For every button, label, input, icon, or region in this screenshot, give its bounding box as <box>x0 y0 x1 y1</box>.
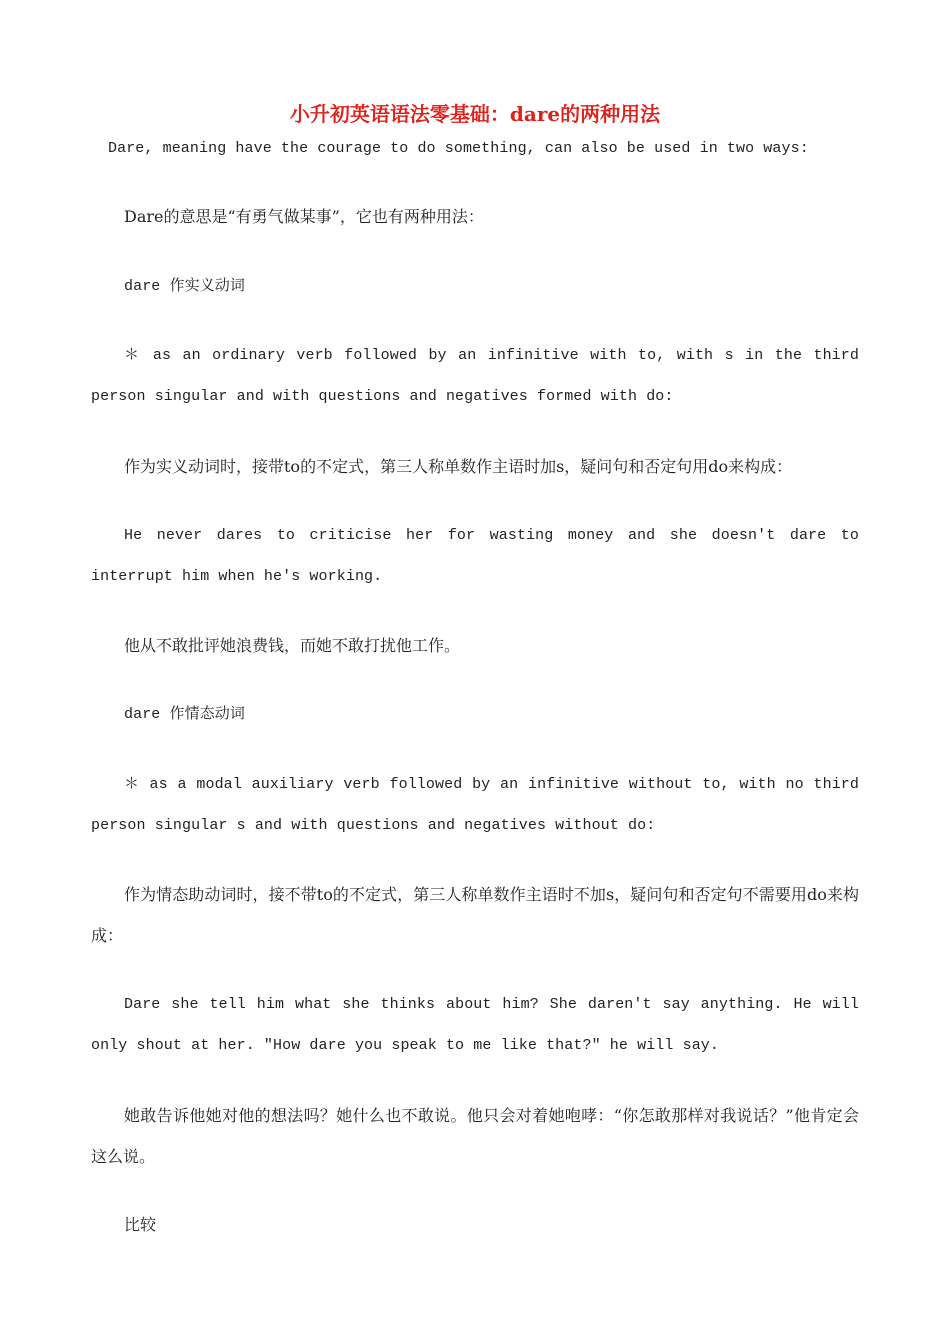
heading-modal-verb: dare 作情态动词 <box>124 706 246 723</box>
paragraph-intro-english: Dare, meaning have the courage to do something, can also be used in two ways: <box>108 140 809 157</box>
paragraph-main-verb-rule-chinese: 作为实义动词时，接带to的不定式，第三人称单数作主语时加s，疑问句和否定句用do来构成： <box>124 457 793 476</box>
document-title: 小升初英语语法零基础：dare的两种用法 <box>289 102 661 126</box>
paragraph-modal-verb-example-chinese: 她敢告诉他她对他的想法吗？她什么也不敢说。他只会对着她咆哮：“你怎敢那样对我说话？”他肯定会这么说。 <box>91 1106 859 1166</box>
paragraph-modal-verb-rule-english: ＊ as a modal auxiliary verb followed by an infinitive without to, with no third person singular s and with questions and negatives without do: <box>91 776 859 834</box>
paragraph-modal-verb-example-english: Dare she tell him what she thinks about him? She daren't say anything. He will only shout at her. "How dare you speak to me like that?" he will say. <box>91 996 859 1054</box>
heading-comparison: 比较 <box>124 1215 157 1234</box>
paragraph-main-verb-rule-english: ＊ as an ordinary verb followed by an infinitive with to, with s in the third person singular and with questions and negatives formed with do: <box>91 347 859 405</box>
heading-main-verb: dare 作实义动词 <box>124 278 246 295</box>
paragraph-main-verb-example-english: He never dares to criticise her for wasting money and she doesn't dare to interrupt him when he's working. <box>91 527 859 585</box>
paragraph-modal-verb-rule-chinese: 作为情态助动词时，接不带to的不定式，第三人称单数作主语时不加s，疑问句和否定句不需要用do来构成： <box>91 885 859 945</box>
paragraph-main-verb-example-chinese: 他从不敢批评她浪费钱，而她不敢打扰他工作。 <box>124 636 461 655</box>
paragraph-intro-chinese: Dare的意思是“有勇气做某事”，它也有两种用法： <box>124 207 484 226</box>
